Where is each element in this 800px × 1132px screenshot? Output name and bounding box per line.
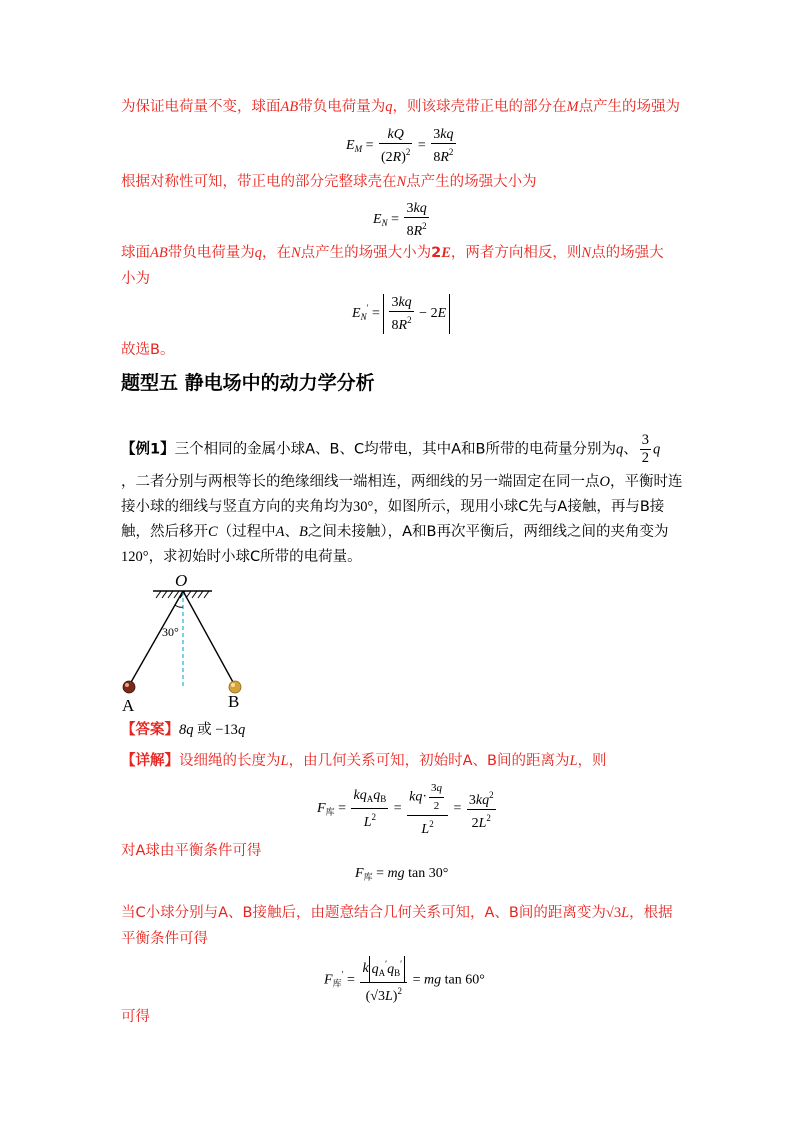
point-O-label: O [175,571,188,590]
example-line-5: 120°，求初始时小球C所带的电荷量。 [121,549,362,565]
solution-line-1: 为保证电荷量不变，球面AB带负电荷量为q，则该球壳带正电的部分在M点产生的场强为 [121,99,681,115]
equation-balance-1: $F_库$ = mg tan 30° [355,866,449,882]
example-line-2: ，二者分别与两根等长的绝缘细线一端相连，两细线的另一端固定在同一点O，平衡时连 [121,474,683,490]
equation-EN-prime: $E_N'$ = $\frac{3kq}{8R^2}$ − 2E [352,294,450,334]
angle-label: 30° [162,625,179,639]
example-line-4: 触，然后移开C（过程中A、B之间未接触），A和B再次平衡后，两细线之间的夹角变为 [121,524,669,540]
equation-EM: $E_M$ = $\frac{kQ}{(2R)^2}$ = $\frac{3kq}{8R^2}$ [346,127,454,165]
ball-A-highlight [125,683,129,687]
equation-F-coulomb: $F_库$ = $\frac{kq_Aq_B}{L^2}$ = kq· $\frac{3q}{2}$ $L^2$ = $\frac{3kq^2}{2L^2}$ [317,782,494,837]
solution-line-2: 根据对称性可知，带正电的部分完整球壳在N点产生的场强大小为 [121,174,537,190]
equation-balance-2: $F_库'$ = $\frac{k q_A'q_B'}{(√3L)^2}$ = mg tan 60° [324,956,485,1005]
detail-line-4: 平衡条件可得 [121,931,208,947]
ball-B-highlight [231,683,235,687]
angle-arc [175,605,183,607]
solution-line-3: 球面AB带负电荷量为q，在N点产生的场强大小为2E，两者方向相反，则N点的场强大 [121,245,664,261]
section-heading: 题型五 静电场中的动力学分析 [121,372,375,394]
pendulum-figure [115,570,250,715]
conclusion: 故选B。 [121,342,175,358]
example-line-1: 【例1】三个相同的金属小球A、B、C均带电，其中A和B所带的电荷量分别为q、 $\frac{3}{2}$ q [121,432,661,466]
thread-B [183,591,234,684]
detail-line-2: 对A球由平衡条件可得 [121,843,262,859]
ball-A-label: A [122,696,135,715]
solution-line-4: 小为 [121,271,150,287]
detail-line-1: 【详解】设细绳的长度为L，由几何关系可知，初始时A、B间的距离为L，则 [121,753,607,769]
detail-line-5: 可得 [121,1009,150,1025]
example-line-3: 接小球的细线与竖直方向的夹角均为30°，如图所示，现用小球C先与A接触，再与B接 [121,499,665,515]
answer-line: 【答案】8q 或 −13q [121,722,246,738]
equation-EN: $E_N$ = $\frac{3kq}{8R^2}$ [373,201,427,239]
ball-B-label: B [228,692,240,711]
detail-line-3: 当C小球分别与A、B接触后，由题意结合几何关系可知，A、B间的距离变为√3L，根据 [121,905,673,921]
ball-A [123,681,135,693]
